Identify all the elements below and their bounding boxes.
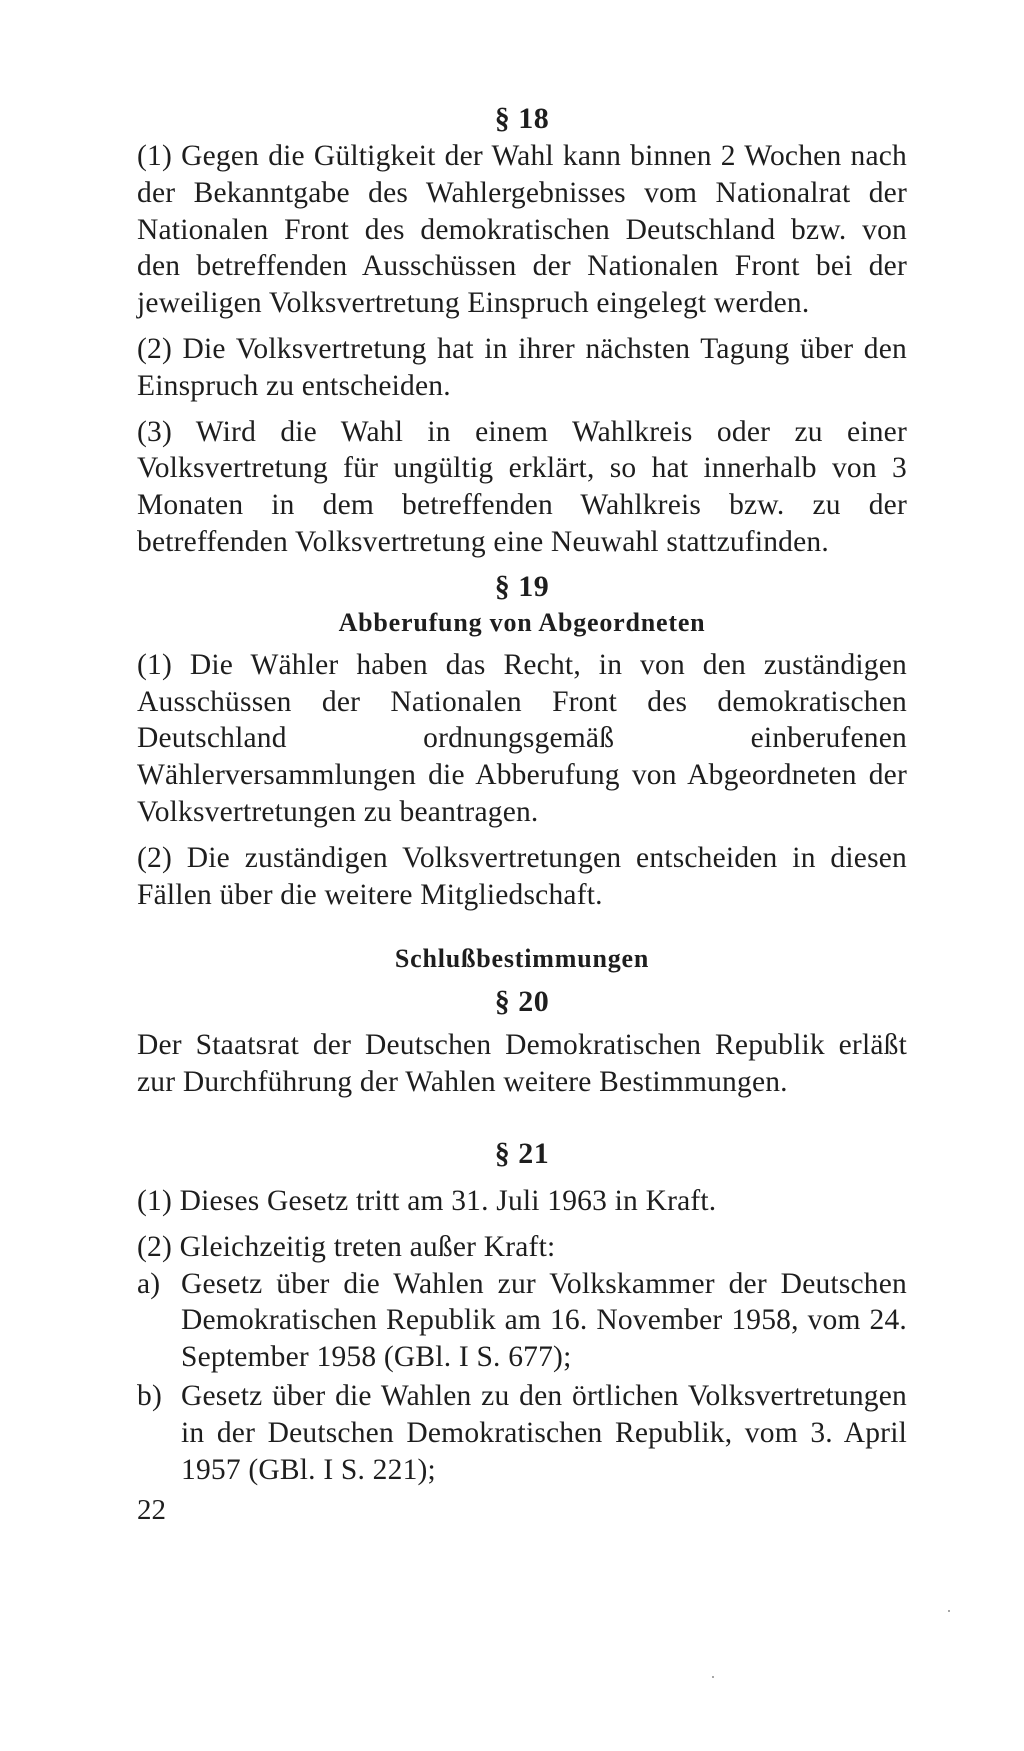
list-item-text: Gesetz über die Wahlen zur Volkskammer der Deutschen Demokratischen Republik am 16. November 1958, vom 24. September 1958 (GBl. I S. 677); — [181, 1267, 907, 1374]
page-number: 22 — [137, 1494, 166, 1526]
scan-speck — [712, 1676, 714, 1678]
section-19-title: Abberufung von Abgeordneten — [338, 607, 706, 637]
list-item — [137, 1266, 907, 1376]
section-21-paragraph-2: (2) Gleichzeitig treten außer Kraft: — [137, 1230, 556, 1263]
section-18-paragraph-1: (1) Gegen die Gültigkeit der Wahl kann binnen 2 Wochen nach der Bekanntgabe des Wahlergebnisses vom Nationalrat der Nationalen Front des demokratischen Deutschland bzw. von den betreffenden Ausschüssen der Nationalen Front bei der jeweiligen Volksvertretung Einspruch eingelegt werden. — [137, 140, 907, 320]
section-19-heading: § 19 — [494, 569, 550, 603]
list-item-label: b) — [137, 1379, 162, 1412]
section-21-heading: § 21 — [494, 1136, 550, 1170]
list-item — [137, 1378, 907, 1488]
section-20-heading: § 20 — [494, 985, 550, 1019]
section-18-paragraph-3: (3) Wird die Wahl in einem Wahlkreis oder zu einer Volksvertretung für ungültig erklärt, so hat innerhalb von 3 Monaten in dem betreffenden Wahlkreis bzw. zu der betreffenden Volksvertretung eine Neuwahl stattzufinden. — [137, 415, 907, 558]
section-18-paragraph-2: (2) Die Volksvertretung hat in ihrer nächsten Tagung über den Einspruch zu entscheiden. — [137, 332, 907, 402]
scan-speck — [948, 1610, 950, 1612]
repealed-laws-list — [137, 1266, 907, 1489]
section-19-paragraph-2: (2) Die zuständigen Volksvertretungen entscheiden in diesen Fällen über die weitere Mitgliedschaft. — [137, 841, 907, 911]
list-item-text: Gesetz über die Wahlen zu den örtlichen Volksvertretungen in der Deutschen Demokratischen Republik, vom 3. April 1957 (GBl. I S. 221); — [181, 1379, 907, 1486]
section-21-paragraph-1: (1) Dieses Gesetz tritt am 31. Juli 1963 in Kraft. — [137, 1184, 717, 1217]
section-19-paragraph-1: (1) Die Wähler haben das Recht, in von den zuständigen Ausschüssen der Nationalen Front des demokratischen Deutschland ordnungsgemäß einberufenen Wählerversammlungen die Abberufung von Abgeordneten der Volksvertretungen zu beantragen. — [137, 648, 907, 828]
section-18-heading: § 18 — [494, 102, 550, 135]
final-provisions-title: Schlußbestimmungen — [394, 944, 650, 974]
list-item-label: a) — [137, 1267, 161, 1300]
section-20-paragraph: Der Staatsrat der Deutschen Demokratischen Republik erläßt zur Durchführung der Wahlen weitere Bestimmungen. — [137, 1029, 907, 1099]
document-page — [137, 100, 907, 1488]
